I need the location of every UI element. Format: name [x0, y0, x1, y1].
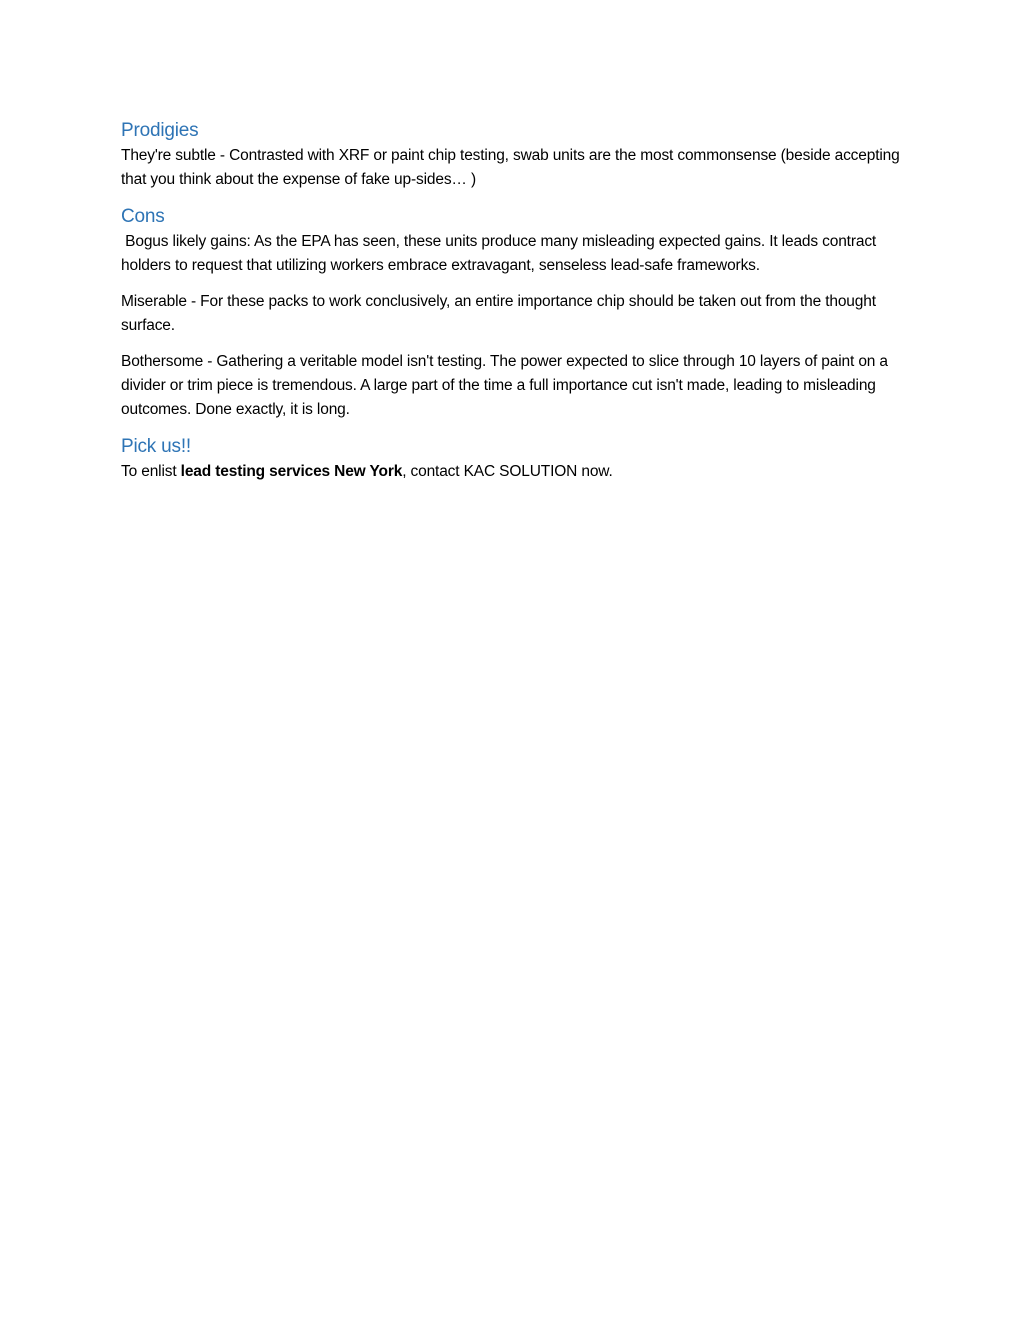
prodigies-heading: Prodigies [121, 120, 199, 141]
document-page [121, 118, 911, 484]
cons-heading: Cons [121, 206, 165, 227]
pick-prefix: To enlist [121, 463, 181, 480]
prodigies-paragraph: They're subtle - Contrasted with XRF or paint chip testing, swab units are the most commonsense (beside accepting that you think about the expense of fake up-sides… ) [121, 147, 900, 188]
pick-heading: Pick us!! [121, 436, 191, 457]
pick-paragraph [121, 460, 911, 484]
pick-bold-keyword: lead testing services New York [180, 463, 403, 480]
pick-suffix: , contact KAC SOLUTION now. [402, 463, 613, 480]
cons-paragraph-bogus: Bogus likely gains: As the EPA has seen, these units produce many misleading expected gains. It leads contract holders to request that utilizing workers embrace extravagant, senseless lead-safe frameworks. [121, 233, 881, 274]
cons-paragraph-miserable: Miserable - For these packs to work conclusively, an entire importance chip should be taken out from the thought surface. [121, 293, 876, 334]
cons-paragraph-bothersome: Bothersome - Gathering a veritable model isn't testing. The power expected to slice through 10 layers of paint on a divider or trim piece is tremendous. A large part of the time a full importance cut isn't made, leading to misleading outcomes. Done exactly, it is long. [121, 353, 888, 418]
